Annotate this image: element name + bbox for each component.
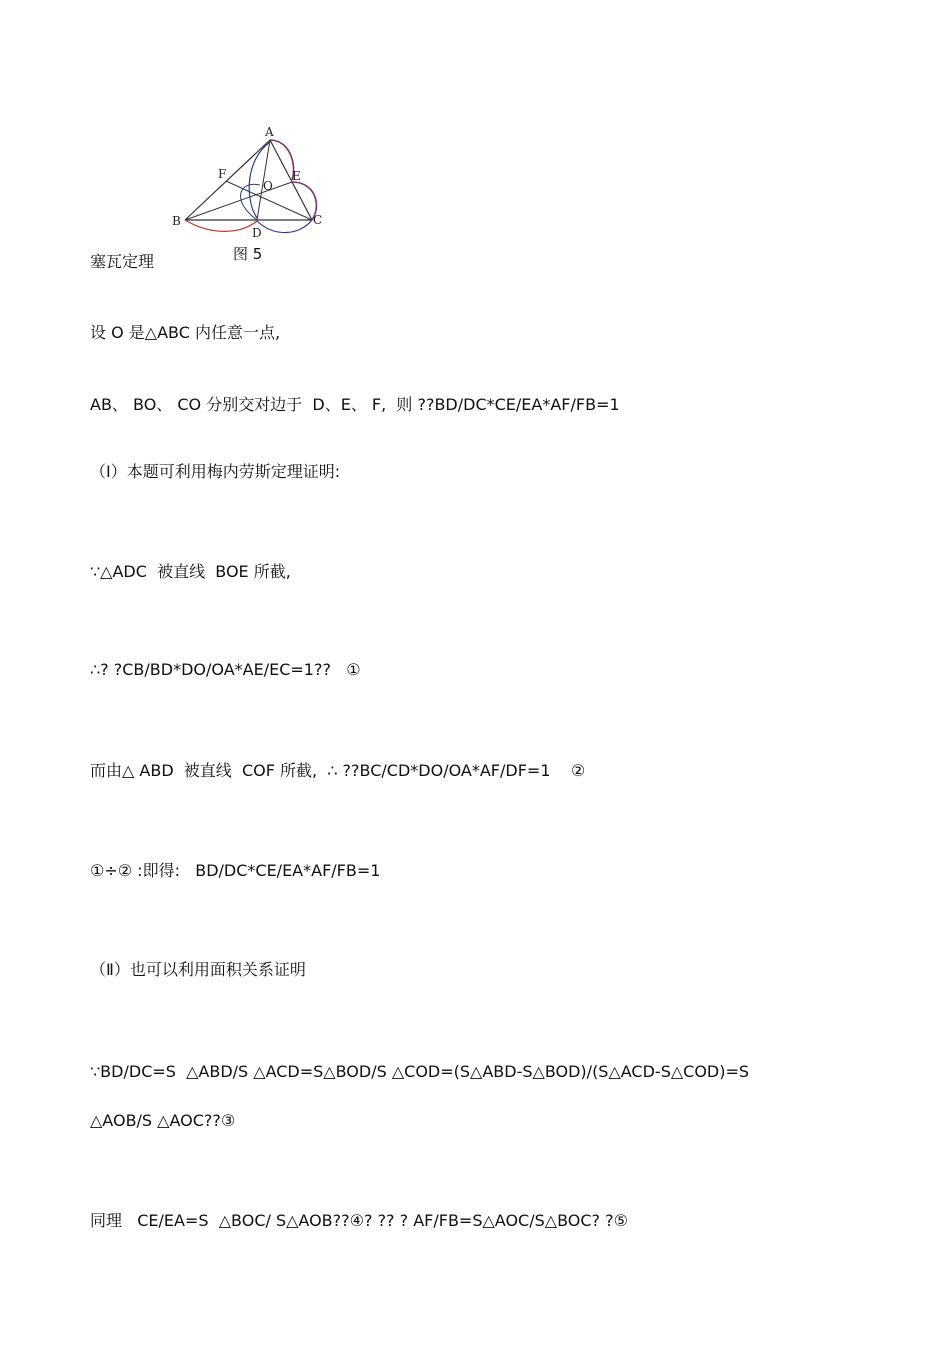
text-line: AB、 BO、 CO 分别交对边于 D、E、 F, 则 ??BD/DC*CE/EA*AF/FB=1 [90, 395, 620, 414]
text-line: （Ⅱ）也可以利用面积关系证明 [90, 960, 306, 979]
arc-bd-red [185, 220, 257, 231]
label-b: B [172, 214, 181, 228]
label-o: O [263, 179, 273, 193]
arc-dc-blue [257, 220, 312, 233]
label-d: D [252, 226, 262, 240]
text-line: ∴? ?CB/BD*DO/OA*AE/EC=1?? ① [90, 660, 361, 679]
label-a: A [265, 125, 274, 139]
text-line: 而由△ ABD 被直线 COF 所截, ∴ ??BC/CD*DO/OA*AF/DF=1 ② [90, 761, 586, 780]
label-f: F [218, 167, 227, 181]
text-line: ∵BD/DC=S △ABD/S △ACD=S△BOD/S △COD=(S△ABD-S△BOD)/(S△ACD-S△COD)=S [90, 1062, 750, 1081]
figure-caption: 图 5 [233, 245, 263, 263]
text-line: 同理 CE/EA=S △BOC/ S△AOB??④? ?? ? AF/FB=S△AOC/S△BOC? ?⑤ [90, 1211, 628, 1230]
title-ceva-theorem: 塞瓦定理 [90, 252, 155, 271]
text-line: ∵△ADC 被直线 BOE 所截, [90, 562, 291, 581]
label-c: C [313, 213, 323, 227]
label-e: E [292, 169, 301, 183]
side-ab [185, 140, 270, 220]
side-ac [270, 140, 312, 220]
text-line: ①÷② :即得: BD/DC*CE/EA*AF/FB=1 [90, 861, 381, 880]
text-line: △AOB/S △AOC??③ [90, 1111, 236, 1130]
cevian-be [185, 182, 292, 220]
text-line: （Ⅰ）本题可利用梅内劳斯定理证明: [90, 462, 341, 481]
text-line: 设 O 是△ABC 内任意一点, [90, 323, 281, 342]
